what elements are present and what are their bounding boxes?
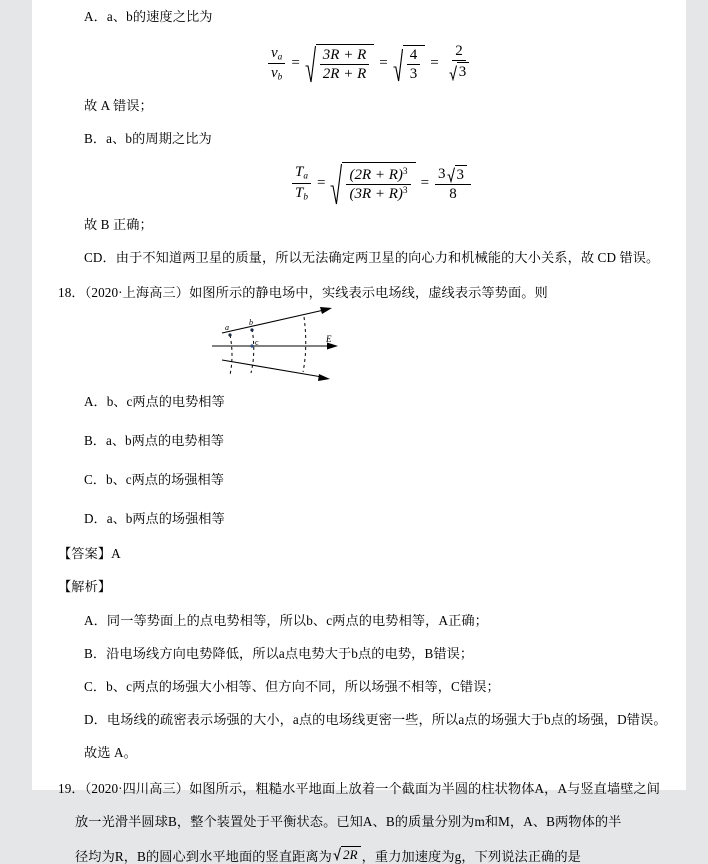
q18-option-c[interactable]: C．b、c两点的场强相等 xyxy=(84,472,224,488)
conclusion-b: 故 B 正确； xyxy=(84,216,153,232)
formula1-r1-num: 3R + R xyxy=(320,47,369,65)
sqrt-symbol-icon xyxy=(333,846,341,861)
svg-text:c: c xyxy=(255,338,259,348)
question-19-number: 19． xyxy=(58,780,85,796)
conclusion-cd: CD．由于不知道两卫星的质量，所以无法确定两卫星的向心力和机械能的大小关系，故 CD 错误。 xyxy=(84,249,660,265)
option-a-intro: A．a、b的速度之比为 xyxy=(84,9,213,24)
question-18-number: 18． xyxy=(58,285,85,301)
question-19-text-3a: 径均为R，B的圆心到水平地面的竖直距离为 xyxy=(75,849,332,864)
svg-text:E: E xyxy=(326,334,332,345)
formula1-r2-num: 4 xyxy=(407,47,421,65)
svg-text:b: b xyxy=(249,318,253,328)
question-19-line-2: 放一光滑半圆球B，整个装置处于平衡状态。已知A、B的质量分别为m和M，A、B两物体的半 xyxy=(75,813,622,829)
formula2-r1-num: (2R + R) xyxy=(349,166,403,183)
sqrt-symbol-icon xyxy=(447,165,455,183)
sqrt-symbol-icon xyxy=(330,162,342,206)
formula2-eq1: = xyxy=(317,175,326,192)
answer-value: A xyxy=(111,546,121,562)
question-19-line-1 xyxy=(58,782,664,795)
formula2-r1-den: (3R + R) xyxy=(349,186,403,203)
formula2-lhs-den: T xyxy=(295,185,304,202)
sqrt-symbol-icon xyxy=(305,44,316,84)
sqrt-symbol-icon xyxy=(393,45,403,82)
answer-row xyxy=(58,547,664,560)
formula1-eq1: = xyxy=(291,55,300,72)
question-19-radicand: 2R xyxy=(341,846,361,861)
question-19-text-3b: ，重力加速度为g，下列说法正确的是 xyxy=(361,849,581,864)
formula2-lhs-den-sub: b xyxy=(303,192,308,203)
formula1-r1-den: 2R + R xyxy=(322,66,367,83)
document-page xyxy=(32,0,686,864)
sqrt-symbol-icon xyxy=(449,62,457,80)
formula1-lhs-den: v xyxy=(271,65,278,82)
analysis-item-d: D．电场线的疏密表示场强的大小，a点的电场线更密一些，所以a点的场强大于b点的场强，D错误。 xyxy=(84,712,667,728)
analysis-label: 【解析】 xyxy=(58,579,112,595)
formula-velocity-ratio xyxy=(58,41,664,99)
formula2-final-den: 8 xyxy=(449,186,457,203)
formula1-r2-den: 3 xyxy=(409,66,418,83)
option-b-intro: B．a、b的周期之比为 xyxy=(84,131,212,147)
formula1-final-den-radicand: 3 xyxy=(457,62,470,80)
formula1-lhs-num: v xyxy=(271,44,278,61)
page-content xyxy=(32,0,686,863)
formula2-lhs-num-sub: a xyxy=(303,172,308,183)
formula1-lhs-den-sub: b xyxy=(277,73,283,84)
electric-field-diagram xyxy=(58,305,664,383)
analysis-conclusion: 故选 A。 xyxy=(84,745,137,761)
conclusion-a: 故 A 错误； xyxy=(84,98,153,114)
formula2-r1-num-sup: 3 xyxy=(402,167,408,178)
question-19-line-3 xyxy=(58,846,664,863)
formula1-final-num: 2 xyxy=(452,43,466,61)
formula1-eq2: = xyxy=(379,55,388,72)
formula2-r1-den-sup: 3 xyxy=(402,186,408,197)
formula-period-ratio xyxy=(58,162,664,218)
formula2-lhs-num: T xyxy=(295,164,304,181)
question-18-stem xyxy=(58,286,664,299)
analysis-item-b: B．沿电场线方向电势降低，所以a点电势大于b点的电势，B错误； xyxy=(84,645,474,661)
question-18-text: （2020·上海高三）如图所示的静电场中，实线表示电场线，虚线表示等势面。则 xyxy=(84,285,548,301)
formula1-eq3: = xyxy=(430,55,439,72)
question-19-text-1: （2020·四川高三）如图所示，粗糙水平地面上放着一个截面为半圆的柱状物体A，A与竖直墙壁之间 xyxy=(84,780,661,796)
analysis-item-c: C．b、c两点的场强大小相等、但方向不同，所以场强不相等，C错误； xyxy=(84,679,500,695)
formula2-final-num-radicand: 3 xyxy=(455,165,468,183)
formula2-eq2: = xyxy=(420,175,430,192)
formula1-lhs-num-sub: a xyxy=(277,52,283,63)
answer-label: 【答案】 xyxy=(58,546,112,562)
svg-text:a: a xyxy=(225,323,229,333)
q18-option-a[interactable]: A．b、c两点的电势相等 xyxy=(84,394,225,410)
q18-option-b[interactable]: B．a、b两点的电势相等 xyxy=(84,433,224,449)
analysis-item-a: A．同一等势面上的点电势相等，所以b、c两点的电势相等，A正确； xyxy=(84,612,488,628)
formula2-final-num-coef: 3 xyxy=(438,165,446,182)
q18-option-d[interactable]: D．a、b两点的场强相等 xyxy=(84,511,225,527)
